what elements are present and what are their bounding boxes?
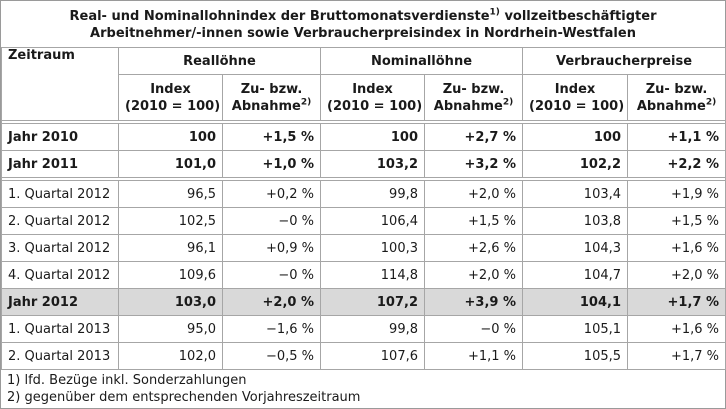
header-row-groups [2, 48, 726, 75]
cell-vp-chg: +1,7 % [628, 289, 726, 316]
cell-real-chg: −0 % [223, 208, 321, 235]
cell-nom-idx: 107,6 [321, 343, 425, 370]
cell-vp-chg: +1,1 % [628, 124, 726, 151]
cell-real-chg: −1,6 % [223, 316, 321, 343]
cell-nom-chg: +2,6 % [425, 235, 523, 262]
table-row [2, 181, 726, 208]
cell-real-idx: 100 [119, 124, 223, 151]
table-row [2, 124, 726, 151]
cell-nom-chg: +3,9 % [425, 289, 523, 316]
cell-nom-chg: −0 % [425, 316, 523, 343]
cell-nom-chg: +2,0 % [425, 262, 523, 289]
cell-nom-chg: +2,7 % [425, 124, 523, 151]
cell-vp-chg: +1,6 % [628, 235, 726, 262]
cell-real-chg: −0,5 % [223, 343, 321, 370]
table-title [1, 1, 725, 47]
cell-nom-idx: 106,4 [321, 208, 425, 235]
header-nominal-index: Index (2010 = 100) [321, 75, 425, 121]
header-real-change: Zu- bzw. Abnahme$^{2)}$ [223, 75, 321, 121]
cell-nom-chg: +3,2 % [425, 151, 523, 178]
data-table [1, 47, 726, 370]
header-period: Zeitraum [2, 48, 119, 121]
cell-nom-chg: +1,1 % [425, 343, 523, 370]
table-row [2, 151, 726, 178]
cell-real-chg: +1,0 % [223, 151, 321, 178]
cell-vp-idx: 105,1 [523, 316, 628, 343]
cell-nom-idx: 99,8 [321, 181, 425, 208]
cell-real-idx: 96,1 [119, 235, 223, 262]
table-row [2, 343, 726, 370]
row-period-label: 1. Quartal 2012 [2, 181, 119, 208]
cell-real-idx: 101,0 [119, 151, 223, 178]
table-row [2, 235, 726, 262]
header-vp-change: Zu- bzw. Abnahme$^{2)}$ [628, 75, 726, 121]
title-text-a: Real- und Nominallohnindex der Bruttomonatsverdienste [69, 9, 490, 24]
title-text-b: vollzeitbeschäftigter [504, 9, 657, 24]
title-footnote-ref: 1) [489, 7, 500, 18]
header-vp-index: Index (2010 = 100) [523, 75, 628, 121]
header-group-real: Reallöhne [119, 48, 321, 75]
table-row [2, 262, 726, 289]
cell-vp-chg: +1,9 % [628, 181, 726, 208]
cell-vp-chg: +2,2 % [628, 151, 726, 178]
header-group-nominal: Nominallöhne [321, 48, 523, 75]
footnote-1: 1) lfd. Bezüge inkl. Sonderzahlungen [7, 373, 247, 388]
table-row [2, 289, 726, 316]
cell-vp-idx: 104,1 [523, 289, 628, 316]
cell-vp-idx: 104,7 [523, 262, 628, 289]
cell-nom-idx: 114,8 [321, 262, 425, 289]
cell-nom-idx: 99,8 [321, 316, 425, 343]
row-period-label: 2. Quartal 2013 [2, 343, 119, 370]
cell-real-idx: 96,5 [119, 181, 223, 208]
cell-vp-idx: 104,3 [523, 235, 628, 262]
cell-nom-chg: +1,5 % [425, 208, 523, 235]
row-period-label: 3. Quartal 2012 [2, 235, 119, 262]
table-row [2, 316, 726, 343]
cell-nom-idx: 100,3 [321, 235, 425, 262]
cell-real-idx: 102,0 [119, 343, 223, 370]
row-period-label: Jahr 2012 [2, 289, 119, 316]
cell-vp-idx: 103,4 [523, 181, 628, 208]
cell-real-idx: 102,5 [119, 208, 223, 235]
cell-real-chg: +2,0 % [223, 289, 321, 316]
cell-vp-chg: +1,6 % [628, 316, 726, 343]
cell-vp-chg: +1,7 % [628, 343, 726, 370]
footnote-2: 2) gegenüber dem entsprechenden Vorjahreszeitraum [7, 390, 361, 405]
cell-real-chg: +0,9 % [223, 235, 321, 262]
cell-nom-idx: 100 [321, 124, 425, 151]
title-line-1 [1, 8, 725, 25]
cell-real-chg: +0,2 % [223, 181, 321, 208]
header-group-consumer-prices: Verbraucherpreise [523, 48, 726, 75]
table-body [2, 121, 726, 370]
header-nominal-change: Zu- bzw. Abnahme$^{2)}$ [425, 75, 523, 121]
header-real-index: Index (2010 = 100) [119, 75, 223, 121]
row-period-label: 4. Quartal 2012 [2, 262, 119, 289]
cell-real-chg: −0 % [223, 262, 321, 289]
title-line-2: Arbeitnehmer/-innen sowie Verbraucherpreisindex in Nordrhein-Westfalen [90, 26, 636, 41]
row-period-label: 1. Quartal 2013 [2, 316, 119, 343]
cell-vp-idx: 103,8 [523, 208, 628, 235]
cell-vp-chg: +1,5 % [628, 208, 726, 235]
cell-real-chg: +1,5 % [223, 124, 321, 151]
cell-vp-idx: 102,2 [523, 151, 628, 178]
cell-vp-idx: 100 [523, 124, 628, 151]
cell-vp-chg: +2,0 % [628, 262, 726, 289]
cell-real-idx: 95,0 [119, 316, 223, 343]
cell-nom-idx: 103,2 [321, 151, 425, 178]
cell-nom-idx: 107,2 [321, 289, 425, 316]
table-row [2, 208, 726, 235]
cell-real-idx: 109,6 [119, 262, 223, 289]
row-period-label: Jahr 2010 [2, 124, 119, 151]
row-period-label: Jahr 2011 [2, 151, 119, 178]
row-period-label: 2. Quartal 2012 [2, 208, 119, 235]
cell-vp-idx: 105,5 [523, 343, 628, 370]
cell-nom-chg: +2,0 % [425, 181, 523, 208]
cell-real-idx: 103,0 [119, 289, 223, 316]
